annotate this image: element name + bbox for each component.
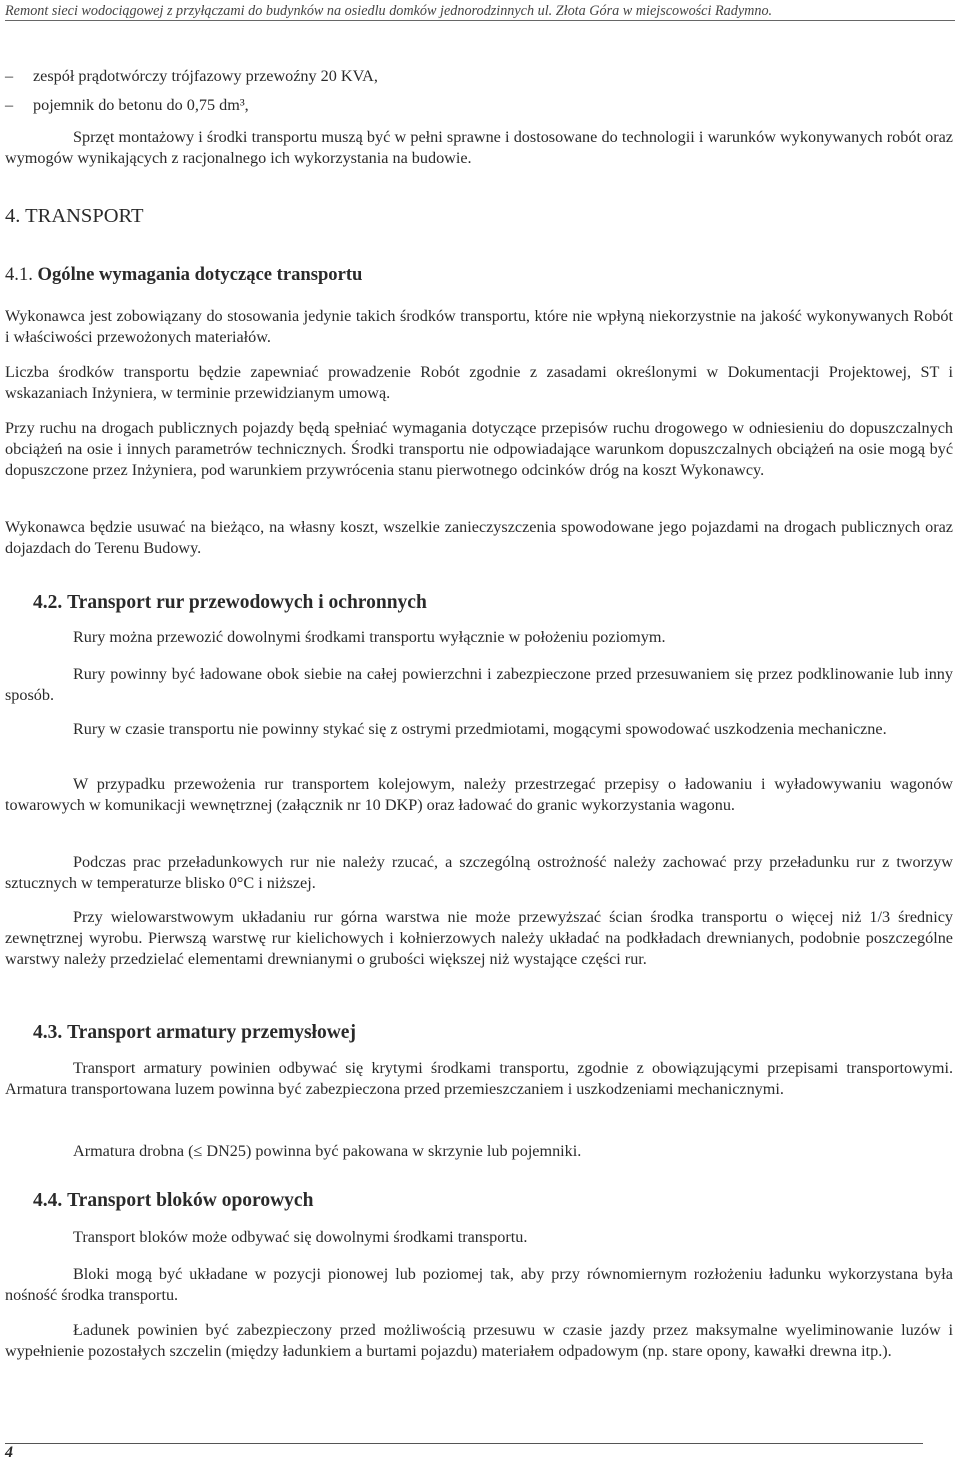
section-number: 4.4. <box>33 1190 63 1211</box>
dash-marker: – <box>5 96 14 114</box>
section-heading-4-3 <box>33 1022 356 1043</box>
paragraph: Rury powinny być ładowane obok siebie na całej powierzchni i zabezpieczone przed przesuwaniem się przez podklinowanie lub inny sposób. <box>5 665 953 704</box>
paragraph: Liczba środków transportu będzie zapewniać prowadzenie Robót zgodnie z zasadami określonymi w Dokumentacji Projektowej, ST i wskazaniach Inżyniera, w terminie przewidzianym umową. <box>5 363 953 402</box>
list-item <box>5 95 955 124</box>
paragraph: Przy ruchu na drogach publicznych pojazdy będą spełniać wymagania dotyczące przepisów ruchu drogowego w odniesieniu do dopuszczalnych obciążeń na osie i innych parametrów technicznych. Środki transportu nie odpowiadające warunkom dopuszczalnych obciążeń na osie mogą być dopuszczone przez Inżyniera, pod warunkiem przywrócenia stanu pierwotnego odcinków dróg na koszt Wykonawcy. <box>5 419 953 479</box>
paragraph: Bloki mogą być układane w pozycji pionowej lub poziomej tak, aby przy równomiernym rozłożeniu ładunku wykorzystana była nośność środka transportu. <box>5 1265 953 1304</box>
paragraph: Transport bloków może odbywać się dowolnymi środkami transportu. <box>73 1228 528 1246</box>
paragraph: Rury w czasie transportu nie powinny stykać się z ostrymi przedmiotami, mogącymi spowodować uszkodzenia mechaniczne. <box>73 720 887 738</box>
section-heading-4-4 <box>33 1190 313 1211</box>
dash-marker: – <box>5 67 14 85</box>
intro-paragraph: Sprzęt montażowy i środki transportu muszą być w pełni sprawne i dostosowane do technologii i warunków wykonywanych robót oraz wymogów wynikających z racjonalnego ich wykorzystania na budowie. <box>5 128 953 167</box>
section-title: Transport bloków oporowych <box>67 1190 314 1211</box>
section-heading-4: 4. TRANSPORT <box>5 205 144 227</box>
list-item-text: pojemnik do betonu do 0,75 dm³, <box>33 96 249 114</box>
section-heading-4-1 <box>5 264 362 285</box>
section-title: Ogólne wymagania dotyczące transportu <box>37 264 363 285</box>
section-number: 4.1. <box>5 264 33 285</box>
section-number: 4.3. <box>33 1022 63 1043</box>
footer-rule <box>5 1443 923 1444</box>
section-title: Transport armatury przemysłowej <box>67 1022 356 1043</box>
page-number: 4 <box>5 1444 13 1461</box>
paragraph: Armatura drobna (≤ DN25) powinna być pakowana w skrzynie lub pojemniki. <box>73 1142 582 1160</box>
paragraph: Wykonawca jest zobowiązany do stosowania jedynie takich środków transportu, które nie wpłyną niekorzystnie na jakość wykonywanych Robót i właściwości przewożonych materiałów. <box>5 307 953 346</box>
section-number: 4.2. <box>33 592 63 613</box>
paragraph: Ładunek powinien być zabezpieczony przed możliwością przesuwu w czasie jazdy przez maksymalne wyeliminowanie luzów i wypełnienie pozostałych szczelin (między ładunkiem a burtami pojazdu) materiałem odpadowym (np. stare opony, kawałki drewna itp.). <box>5 1321 953 1360</box>
paragraph: Podczas prac przeładunkowych rur nie należy rzucać, a szczególną ostrożność należy zachować przy przeładunku rur z tworzyw sztucznych w temperaturze blisko 0°C i niższej. <box>5 853 953 892</box>
section-title: Transport rur przewodowych i ochronnych <box>67 592 427 613</box>
equipment-list <box>5 66 955 124</box>
list-item-text: zespół prądotwórczy trójfazowy przewoźny 20 KVA, <box>33 67 378 85</box>
paragraph: W przypadku przewożenia rur transportem kolejowym, należy przestrzegać przepisy o ładowaniu i wyładowywaniu wagonów towarowych w komunikacji wewnętrznej (załącznik nr 10 DKP) oraz ładować do granic wykorzystania wagonu. <box>5 775 953 814</box>
list-item <box>5 66 955 95</box>
running-header: Remont sieci wodociągowej z przyłączami do budynków na osiedlu domków jednorodzinnych ul. Złota Góra w miejscowości Radymno. <box>5 2 955 21</box>
paragraph: Rury można przewozić dowolnymi środkami transportu wyłącznie w położeniu poziomym. <box>73 628 666 646</box>
paragraph: Wykonawca będzie usuwać na bieżąco, na własny koszt, wszelkie zanieczyszczenia spowodowane jego pojazdami na drogach publicznych oraz dojazdach do Terenu Budowy. <box>5 518 953 557</box>
section-heading-4-2 <box>33 592 427 613</box>
paragraph: Przy wielowarstwowym układaniu rur górna warstwa nie może przewyższać ścian środka transportu o więcej niż 1/3 średnicy zewnętrznej wyrobu. Pierwszą warstwę rur kielichowych i kołnierzowych należy układać na podkładach drewnianych, podobnie poszczególne warstwy należy przedzielać elementami drewnianymi o grubości większej niż wystające części rur. <box>5 908 953 968</box>
paragraph: Transport armatury powinien odbywać się krytymi środkami transportu, zgodnie z obowiązującymi przepisami transportowymi. Armatura transportowana luzem powinna być zabezpieczona przed przemieszczaniem i uszkodzeniami mechanicznymi. <box>5 1059 953 1098</box>
